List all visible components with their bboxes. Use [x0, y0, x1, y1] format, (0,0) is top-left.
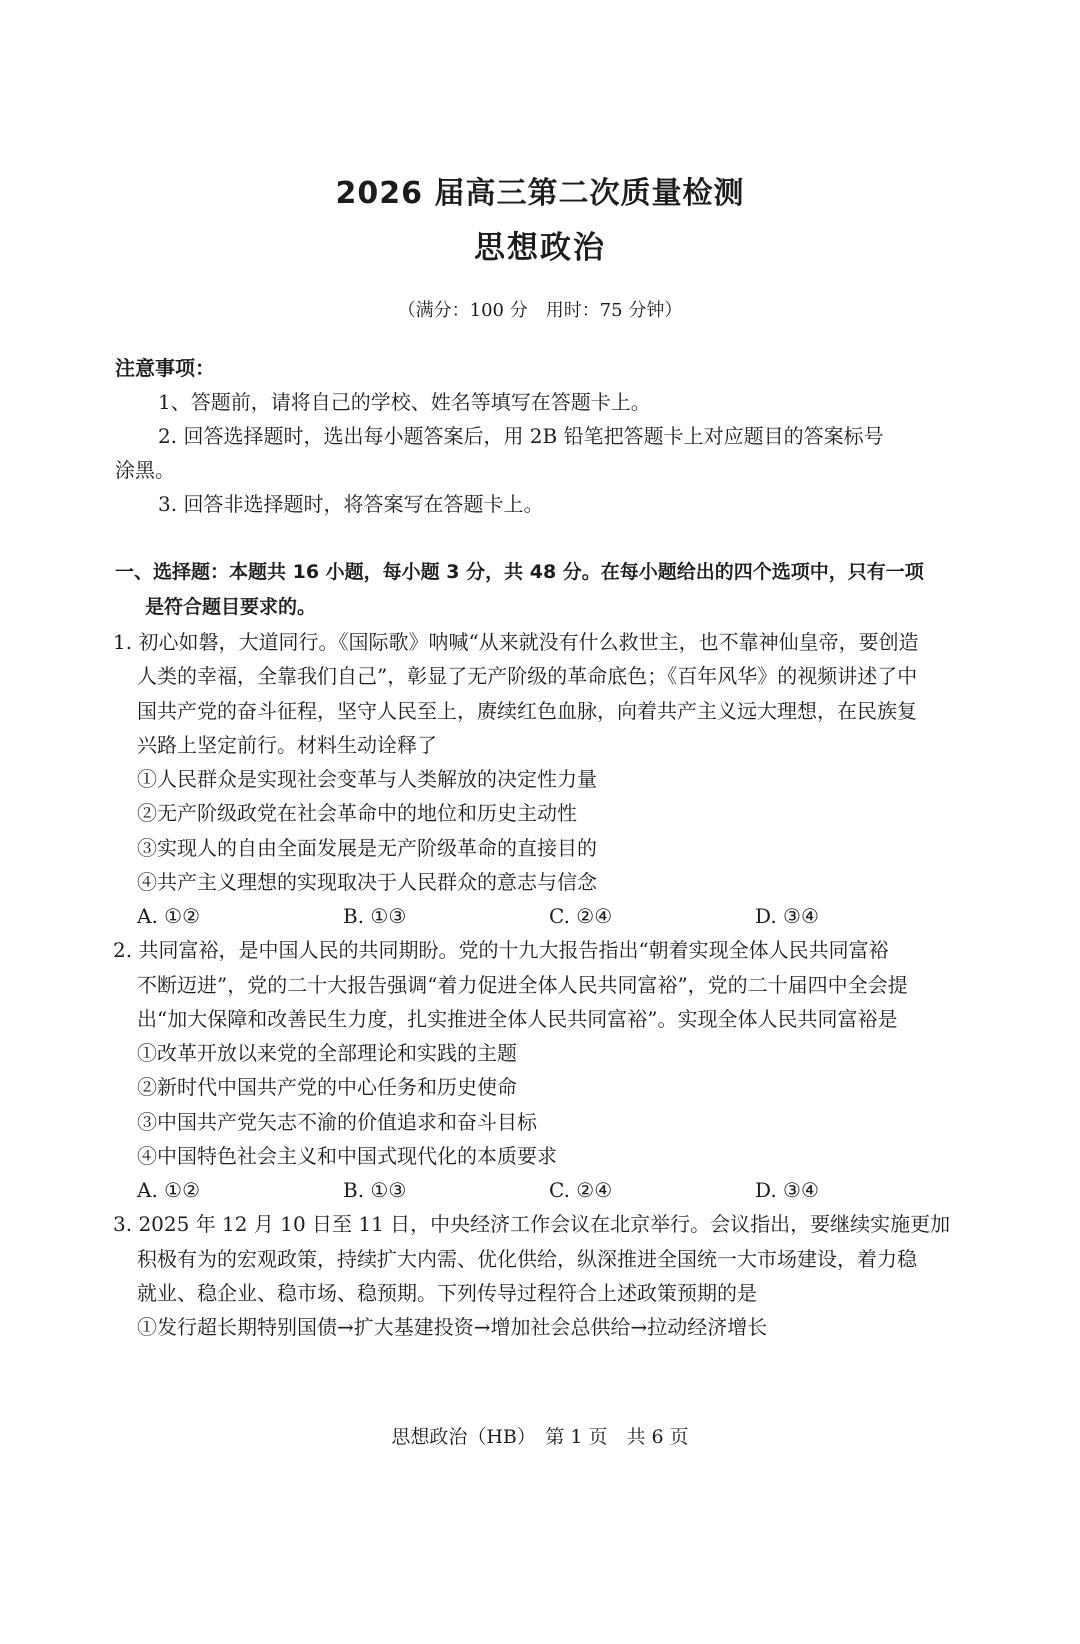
subject-title: 思想政治 — [474, 230, 606, 266]
notice-item: 3. 回答非选择题时，将答案写在答题卡上。 — [158, 492, 544, 516]
exam-meta: （满分：100 分 用时：75 分钟） — [397, 300, 683, 321]
notice-item: 1、答题前，请将自己的学校、姓名等填写在答题卡上。 — [158, 390, 651, 414]
question-2-option-b: B. ①③ — [343, 1178, 407, 1202]
question-2-option-a: A. ①② — [137, 1178, 201, 1202]
question-3-statement: ①发行超长期特别国债→扩大基建投资→增加社会总供给→拉动经济增长 — [137, 1315, 768, 1339]
page-footer: 思想政治（HB） 第 1 页 共 6 页 — [391, 1426, 689, 1448]
question-2-statement: ④中国特色社会主义和中国式现代化的本质要求 — [137, 1144, 557, 1168]
section-heading-continued: 是符合题目要求的。 — [145, 596, 317, 618]
question-2-option-d: D. ③④ — [755, 1178, 819, 1202]
notice-item-continued: 涂黑。 — [115, 458, 175, 482]
question-2-statement: ②新时代中国共产党的中心任务和历史使命 — [137, 1075, 517, 1099]
question-1-option-a: A. ①② — [137, 904, 201, 928]
question-2-option-c: C. ②④ — [549, 1178, 613, 1202]
question-1-stem: 国共产党的奋斗征程，坚守人民至上，赓续红色血脉，向着共产主义远大理想，在民族复 — [137, 699, 917, 723]
question-2-statement: ③中国共产党矢志不渝的价值追求和奋斗目标 — [137, 1110, 537, 1134]
question-3-stem: 3. 2025 年 12 月 10 日至 11 日，中央经济工作会议在北京举行。会议指出，要继续实施更加 — [113, 1212, 951, 1236]
question-1-option-c: C. ②④ — [549, 904, 613, 928]
question-2-stem: 不断迈进”，党的二十大报告强调“着力促进全体人民共同富裕”，党的二十届四中全会提 — [137, 973, 908, 997]
exam-title: 2026 届高三第二次质量检测 — [335, 176, 745, 211]
question-1-stem: 1. 初心如磐，大道同行。《国际歌》呐喊“从来就没有什么救世主，也不靠神仙皇帝，要创造 — [113, 630, 919, 654]
question-2-stem: 出“加大保障和改善民生力度，扎实推进全体人民共同富裕”。实现全体人民共同富裕是 — [137, 1007, 898, 1031]
question-2-statement: ①改革开放以来党的全部理论和实践的主题 — [137, 1041, 517, 1065]
question-1-stem: 人类的幸福，全靠我们自己”，彰显了无产阶级的革命底色；《百年风华》的视频讲述了中 — [137, 664, 918, 688]
question-1-statement: ③实现人的自由全面发展是无产阶级革命的直接目的 — [137, 836, 597, 860]
notice-item: 2. 回答选择题时，选出每小题答案后，用 2B 铅笔把答题卡上对应题目的答案标号 — [158, 424, 884, 448]
question-1-option-b: B. ①③ — [343, 904, 407, 928]
question-3-stem: 积极有为的宏观政策，持续扩大内需、优化供给，纵深推进全国统一大市场建设，着力稳 — [137, 1247, 917, 1271]
question-1-stem: 兴路上坚定前行。材料生动诠释了 — [137, 733, 437, 757]
question-1-statement: ①人民群众是实现社会变革与人类解放的决定性力量 — [137, 767, 597, 791]
question-1-statement: ④共产主义理想的实现取决于人民群众的意志与信念 — [137, 870, 597, 894]
question-1-option-d: D. ③④ — [755, 904, 819, 928]
question-1-statement: ②无产阶级政党在社会革命中的地位和历史主动性 — [137, 801, 577, 825]
section-heading: 一、选择题：本题共 16 小题，每小题 3 分，共 48 分。在每小题给出的四个选项中，只有一项 — [115, 561, 924, 583]
question-3-stem: 就业、稳企业、稳市场、稳预期。下列传导过程符合上述政策预期的是 — [137, 1281, 757, 1305]
notice-heading: 注意事项： — [115, 356, 215, 380]
question-2-stem: 2. 共同富裕，是中国人民的共同期盼。党的十九大报告指出“朝着实现全体人民共同富裕 — [113, 938, 889, 962]
